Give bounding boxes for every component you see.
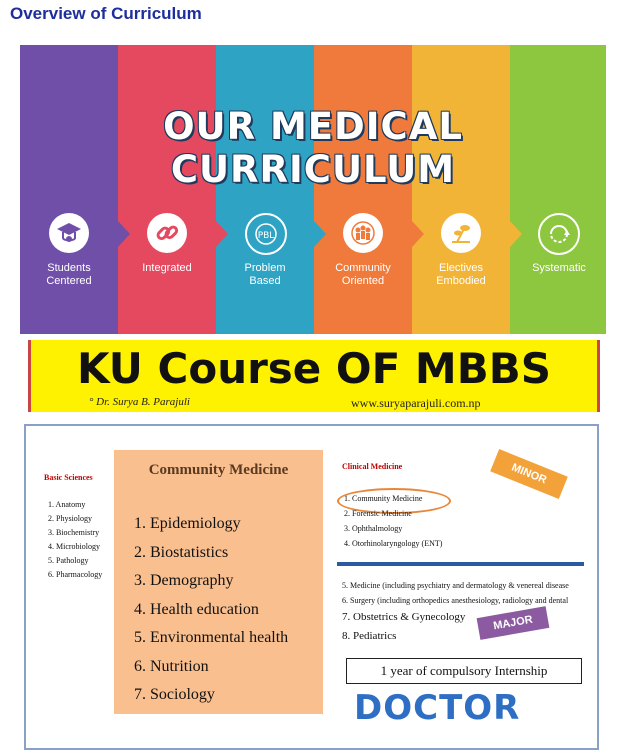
list-item: 2. Biostatistics	[134, 543, 229, 561]
people-icon	[343, 213, 383, 253]
ku-site: www.suryaparajuli.com.np	[351, 396, 481, 410]
minor-subjects-list	[344, 494, 442, 554]
chevron-4	[412, 221, 424, 247]
community-medicine-box	[114, 450, 323, 714]
list-item: 5. Environmental health	[134, 629, 289, 646]
pbl-icon	[245, 213, 287, 255]
pillar-label-integrated: Integrated	[142, 262, 192, 274]
internship-box: 1 year of compulsory Internship	[346, 658, 582, 684]
chevron-5	[510, 221, 522, 247]
list-item: 6. Nutrition	[134, 657, 209, 675]
page-title: Overview of Curriculum	[10, 4, 202, 23]
list-item: 3. Ophthalmology	[344, 524, 403, 533]
doctor-title: DOCTOR	[354, 688, 521, 728]
chevron-3	[314, 221, 326, 247]
basic-sciences-heading: Basic Sciences	[44, 473, 93, 482]
chevron-2	[216, 221, 228, 247]
ku-title-bar	[28, 340, 600, 412]
ku-title: KU Course OF MBBS	[76, 344, 552, 393]
list-item: 4. Otorhinolaryngology (ENT)	[344, 539, 443, 548]
list-item: 1. Anatomy	[48, 500, 86, 509]
sprout-icon	[441, 213, 481, 253]
pbl-badge-text: PBL	[257, 231, 275, 241]
major-label: MAJOR	[477, 606, 550, 640]
pillar-label-students: Students Centered	[46, 262, 92, 287]
minor-label: MINOR	[490, 449, 568, 499]
pillar-label-problem: Problem Based	[244, 262, 286, 287]
list-item: 2. Physiology	[48, 514, 93, 523]
chevron-1	[118, 221, 130, 247]
basic-sciences-list	[48, 500, 102, 584]
list-item: 3. Demography	[134, 572, 234, 589]
list-item: 1. Community Medicine	[344, 494, 423, 503]
graduate-icon	[49, 213, 89, 253]
pillar-label-community: Community Oriented	[335, 262, 391, 287]
cycle-icon	[538, 213, 580, 255]
list-item: 4. Health education	[134, 600, 259, 618]
list-item: 6. Pharmacology	[48, 570, 103, 579]
divider-rule	[337, 562, 584, 566]
banner-title: OUR MEDICAL CURRICULUM	[163, 105, 463, 191]
list-item: 8. Pediatrics	[342, 630, 397, 642]
community-medicine-list	[134, 515, 288, 715]
ku-author: ° Dr. Surya B. Parajuli	[89, 396, 190, 408]
list-item: 2. Forensic Medicine	[344, 509, 412, 518]
list-item: 6. Surgery (including orthopedics anesthesiology, radiology and dental	[342, 596, 569, 605]
list-item: 1. Epidemiology	[134, 515, 241, 532]
list-item: 7. Obstetrics & Gynecology	[342, 611, 466, 623]
curriculum-diagram	[24, 424, 599, 750]
curriculum-banner	[20, 45, 606, 334]
list-item: 4. Microbiology	[48, 542, 100, 551]
list-item: 7. Sociology	[134, 686, 215, 703]
list-item: 5. Medicine (including psychiatry and dermatology & venereal disease	[342, 581, 569, 590]
pillar-label-systematic: Systematic	[532, 262, 586, 274]
pillar-label-electives: Electives Embodied	[436, 262, 486, 287]
clinical-medicine-heading: Clinical Medicine	[342, 462, 403, 471]
list-item: 5. Pathology	[48, 556, 89, 565]
link-icon	[147, 213, 187, 253]
community-medicine-heading: Community Medicine	[148, 462, 289, 478]
list-item: 3. Biochemistry	[48, 528, 100, 537]
